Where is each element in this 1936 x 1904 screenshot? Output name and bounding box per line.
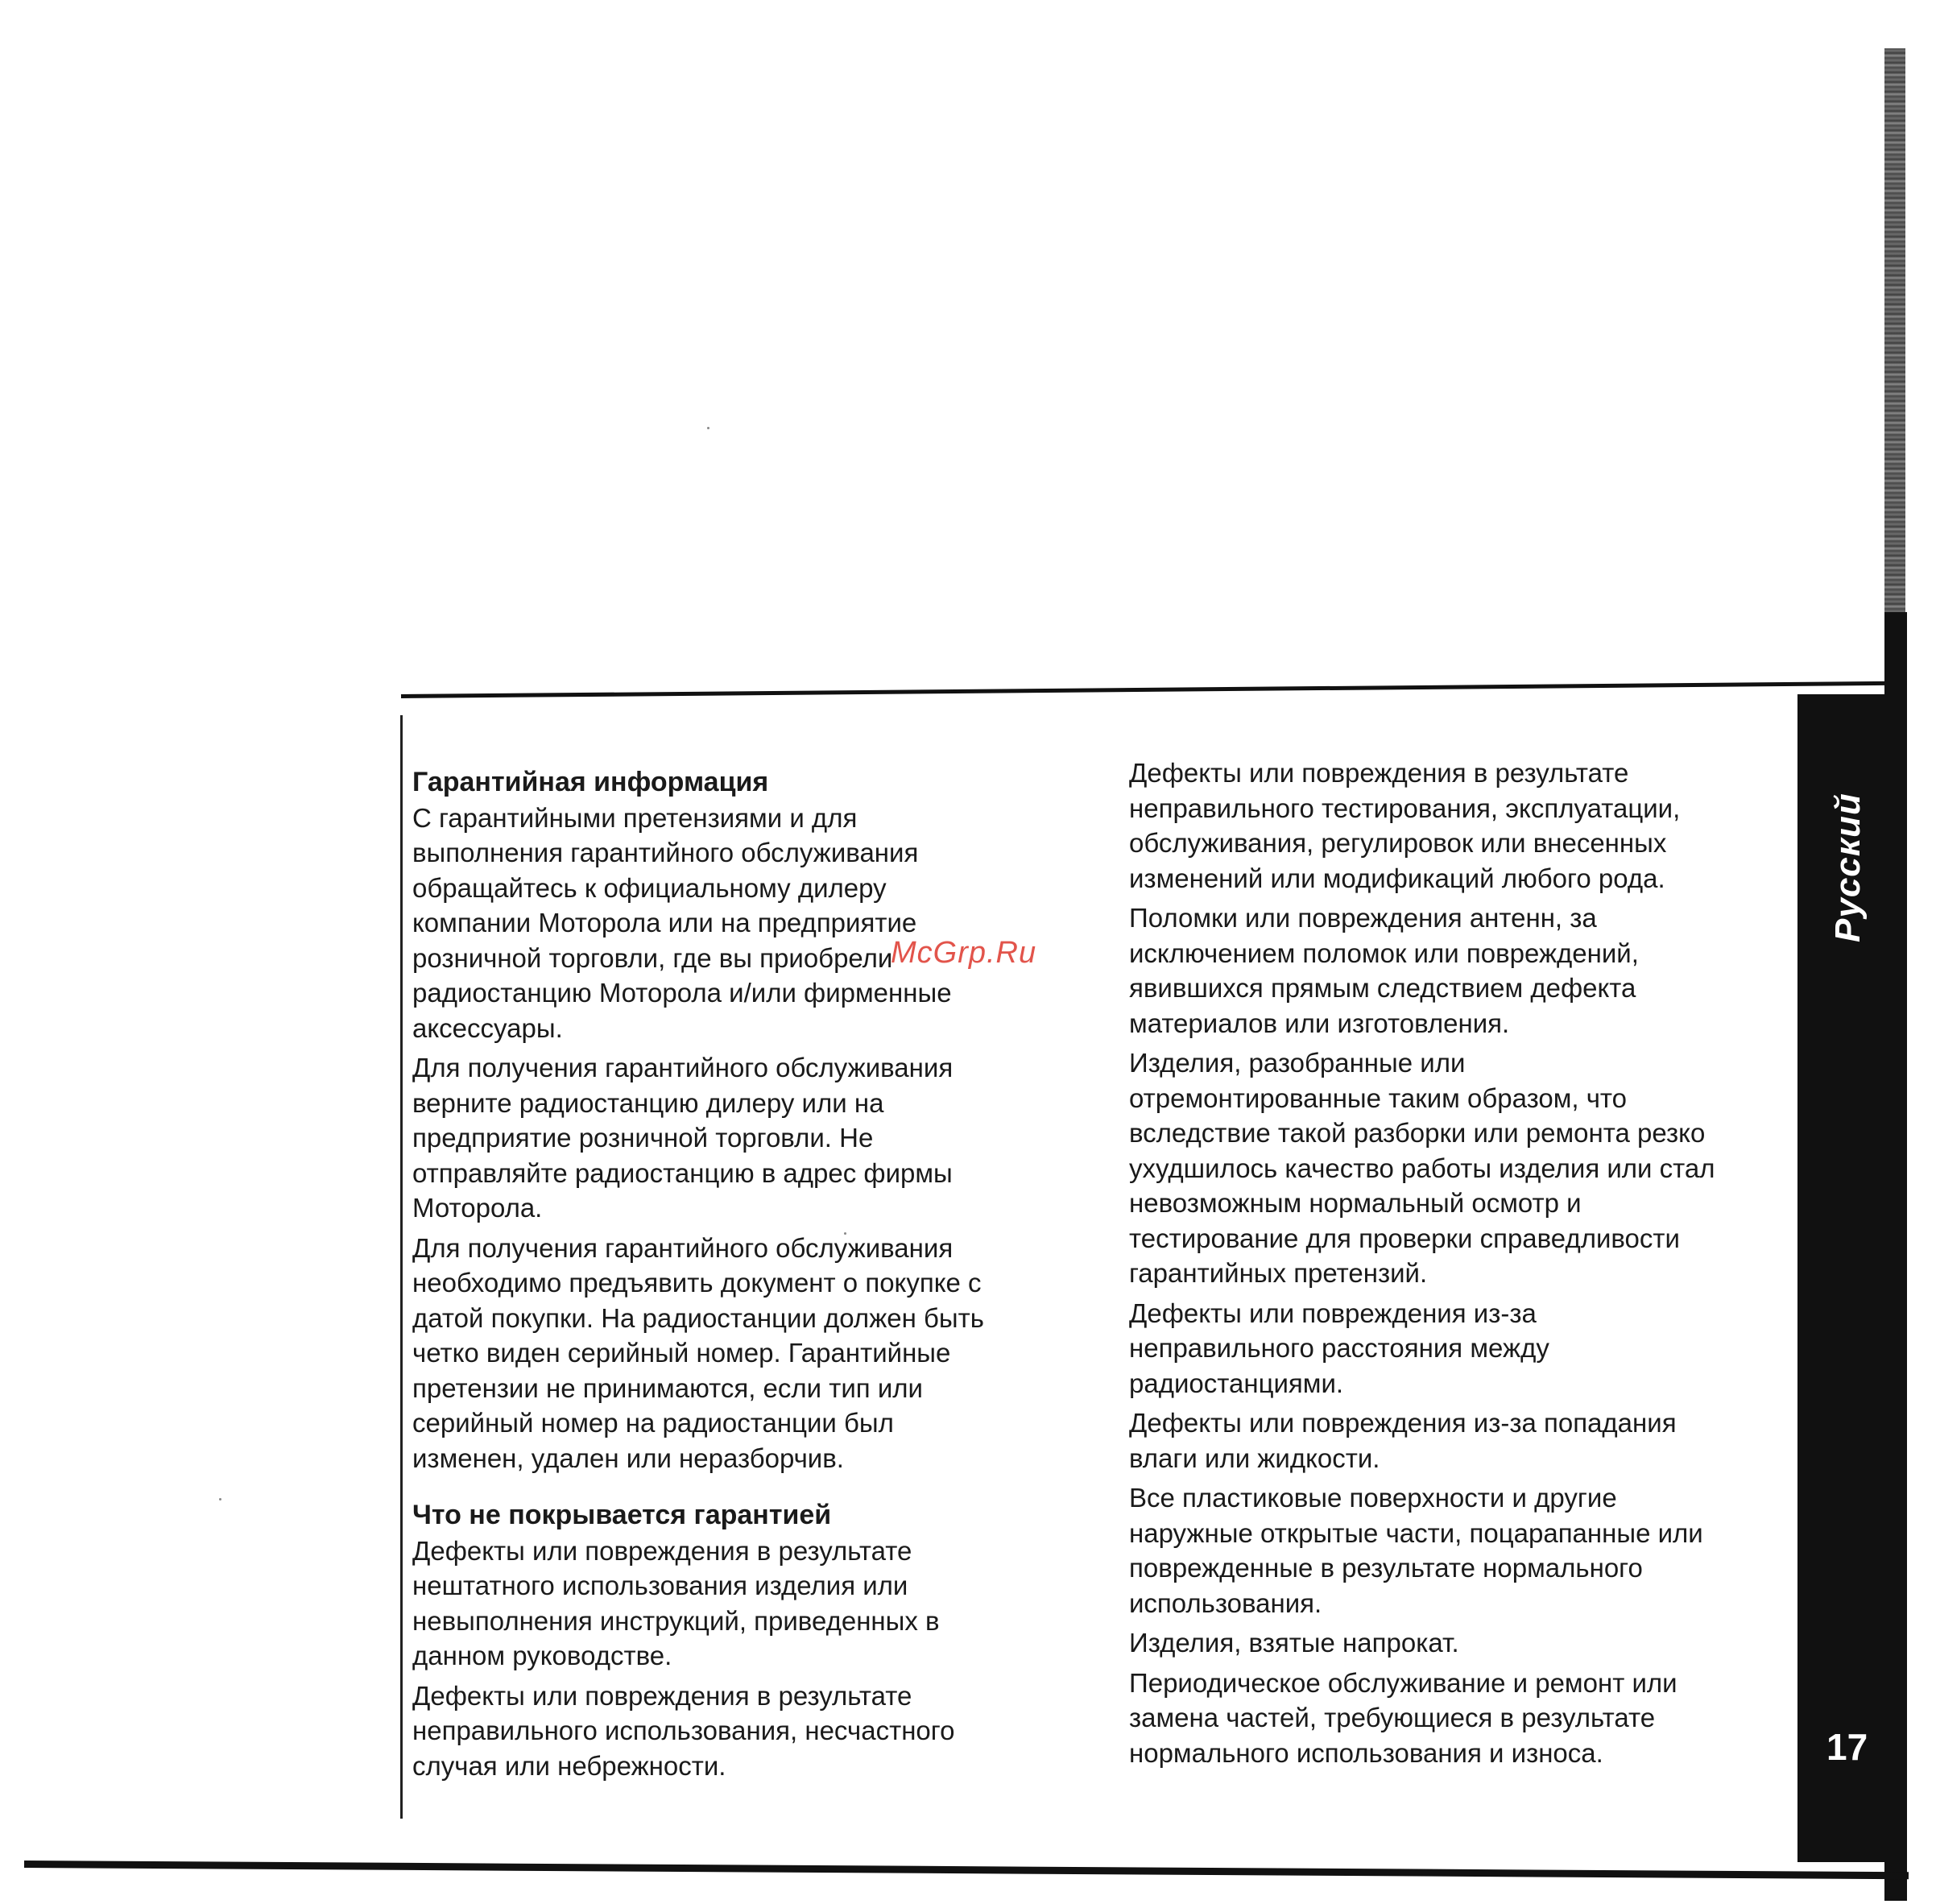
paragraph: Изделия, разобранные или отремонтированные таким образом, что вследствие такой разборки или ремонта резко ухудшилось качество работы изделия или стал невозможным нормальный осмотр и тестирование для проверки справедливости гарантийных претензий.	[1129, 1048, 1715, 1288]
not-covered-heading: Что не покрывается гарантией	[412, 1500, 832, 1530]
paragraph: Поломки или повреждения антенн, за исключением поломок или повреждений, явившихся прямым следствием дефекта материалов или изготовления.	[1129, 903, 1639, 1038]
scan-speck	[707, 427, 709, 429]
paragraph: Дефекты или повреждения в результате неправильного тестирования, эксплуатации, обслуживания, регулировок или внесенных изменений или модификаций любого рода.	[1129, 758, 1681, 893]
warranty-info-heading: Гарантийная информация	[412, 767, 769, 797]
paragraph: Дефекты или повреждения в результате нештатного использования изделия или невыполнения инструкций, приведенных в данном руководстве.	[412, 1535, 940, 1670]
page-number: 17	[1826, 1726, 1868, 1768]
paragraph: Изделия, взятые напрокат.	[1129, 1628, 1459, 1658]
paragraph: С гарантийными претензиями и для выполнения гарантийного обслуживания обращайтесь к официальному дилеру компании Моторола или на предприятие розничной торговли, где вы приобрели радиостанцию Моторола и/или фирменные аксессуары.	[412, 802, 952, 1043]
paragraph: Периодическое обслуживание и ремонт или замена частей, требующиеся в результате нормального использования и износа.	[1129, 1667, 1677, 1768]
paragraph: Для получения гарантийного обслуживания необходимо предъявить документ о покупке с датой покупки. На радиостанции должен быть четко виден серийный номер. Гарантийные претензии не принимаются, если тип или серийный номер на радиостанции был изменен, удален или неразборчив.	[412, 1232, 984, 1473]
paragraph: Дефекты или повреждения из-за попадания влаги или жидкости.	[1129, 1408, 1677, 1473]
frame-top-rule	[401, 681, 1907, 698]
paragraph: Дефекты или повреждения из-за неправильного расстояния между радиостанциями.	[1129, 1298, 1549, 1398]
frame-bottom-rule	[24, 1861, 1909, 1879]
paragraph: Для получения гарантийного обслуживания верните радиостанцию дилеру или на предприятие розничной торговли. Не отправляйте радиостанцию в адрес фирмы Моторола.	[412, 1053, 954, 1223]
scan-speck	[219, 1498, 221, 1500]
language-tab-label: Русский	[1828, 793, 1868, 942]
paragraph: Дефекты или повреждения в результате неправильного использования, несчастного случая или небрежности.	[412, 1680, 955, 1781]
right-column	[1129, 755, 1797, 1775]
frame-left-rule	[400, 715, 403, 1819]
site-watermark: McGrp.Ru	[891, 936, 1037, 970]
left-column	[412, 765, 1081, 1788]
paragraph: Все пластиковые поверхности и другие наружные открытые части, поцарапанные или поврежденные в результате нормального использования.	[1129, 1483, 1703, 1618]
